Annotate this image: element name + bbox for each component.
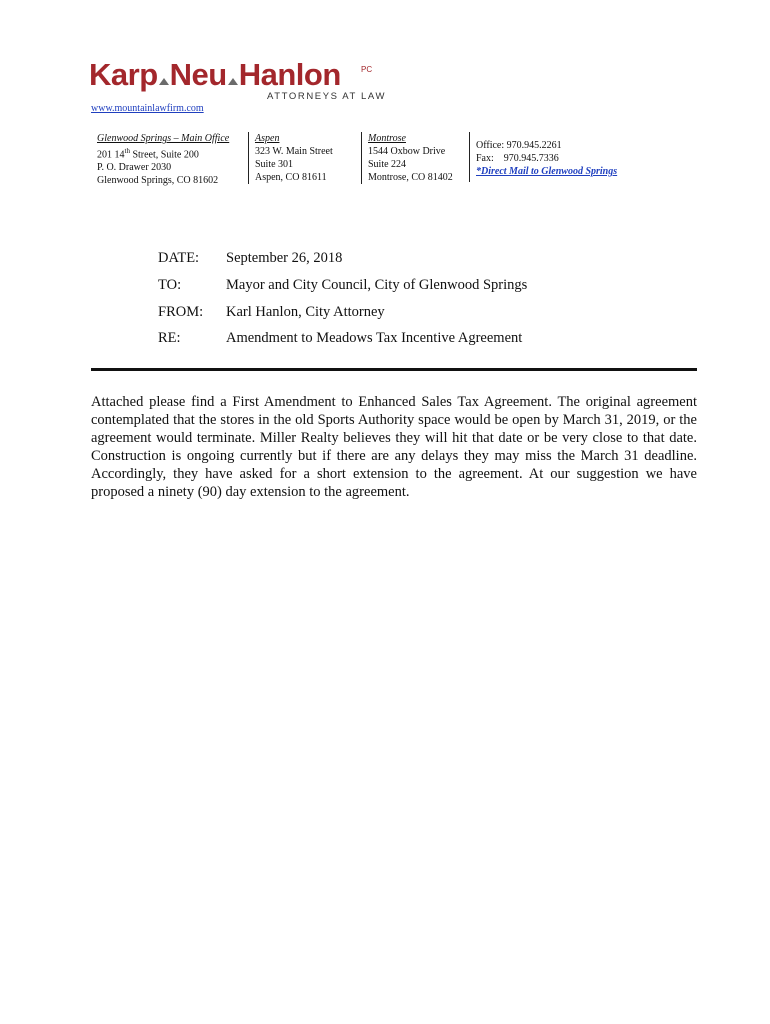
logo-word-karp: Karp bbox=[89, 57, 158, 92]
from-label: FROM: bbox=[158, 304, 204, 320]
date-label: DATE: bbox=[158, 250, 200, 266]
office-line: Montrose, CO 81402 bbox=[368, 172, 453, 183]
office-title: Glenwood Springs – Main Office bbox=[97, 133, 230, 144]
to-label: TO: bbox=[158, 277, 182, 293]
fax-number: Fax: 970.945.7336 bbox=[476, 153, 559, 164]
firm-logo bbox=[89, 58, 389, 108]
office-line: 323 W. Main Street bbox=[255, 146, 333, 157]
logo-separator-icon bbox=[228, 78, 238, 85]
logo-word-hanlon: Hanlon bbox=[238, 57, 341, 92]
logo-separator-icon bbox=[159, 78, 169, 85]
office-line: Glenwood Springs, CO 81602 bbox=[97, 175, 219, 187]
website-link[interactable]: www.mountainlawfirm.com bbox=[91, 103, 204, 114]
from-value: Karl Hanlon, City Attorney bbox=[226, 304, 385, 320]
office-montrose bbox=[361, 132, 453, 184]
date-value: September 26, 2018 bbox=[226, 250, 343, 266]
office-phone: Office: 970.945.2261 bbox=[476, 140, 562, 151]
logo-wordmark bbox=[89, 58, 341, 92]
logo-word-neu: Neu bbox=[169, 57, 227, 92]
office-aspen bbox=[248, 132, 333, 184]
re-value: Amendment to Meadows Tax Incentive Agreement bbox=[226, 330, 523, 346]
logo-pc: PC bbox=[361, 65, 373, 74]
office-line: Suite 301 bbox=[255, 159, 294, 170]
re-label: RE: bbox=[158, 330, 181, 346]
office-line: 201 14th Street, Suite 200 bbox=[97, 147, 199, 161]
divider-rule bbox=[91, 368, 697, 371]
office-line: Suite 224 bbox=[368, 159, 407, 170]
contact-info bbox=[469, 132, 617, 182]
office-glenwood bbox=[91, 132, 229, 187]
memo-body: Attached please find a First Amendment to Enhanced Sales Tax Agreement. The original agreement contemplated that the stores in the old Sports Authority space would be open by March 31, 2019, or the agreement would terminate. Miller Realty believes they will hit that date or be very close to that date. Construction is ongoing currently but if there are any delays they may miss the March 31 deadline. Accordingly, they have asked for a short extension to the agreement. At our suggestion we have proposed a ninety (90) day extension to the agreement. bbox=[91, 394, 697, 500]
office-title: Montrose bbox=[368, 133, 406, 144]
to-value: Mayor and City Council, City of Glenwood Springs bbox=[226, 277, 528, 293]
office-line: 1544 Oxbow Drive bbox=[368, 146, 446, 157]
logo-subtitle: ATTORNEYS AT LAW bbox=[267, 91, 387, 102]
direct-mail-link[interactable]: *Direct Mail to Glenwood Springs bbox=[476, 166, 618, 177]
office-line: Aspen, CO 81611 bbox=[255, 172, 327, 183]
office-title: Aspen bbox=[255, 133, 280, 144]
office-line: P. O. Drawer 2030 bbox=[97, 162, 172, 174]
